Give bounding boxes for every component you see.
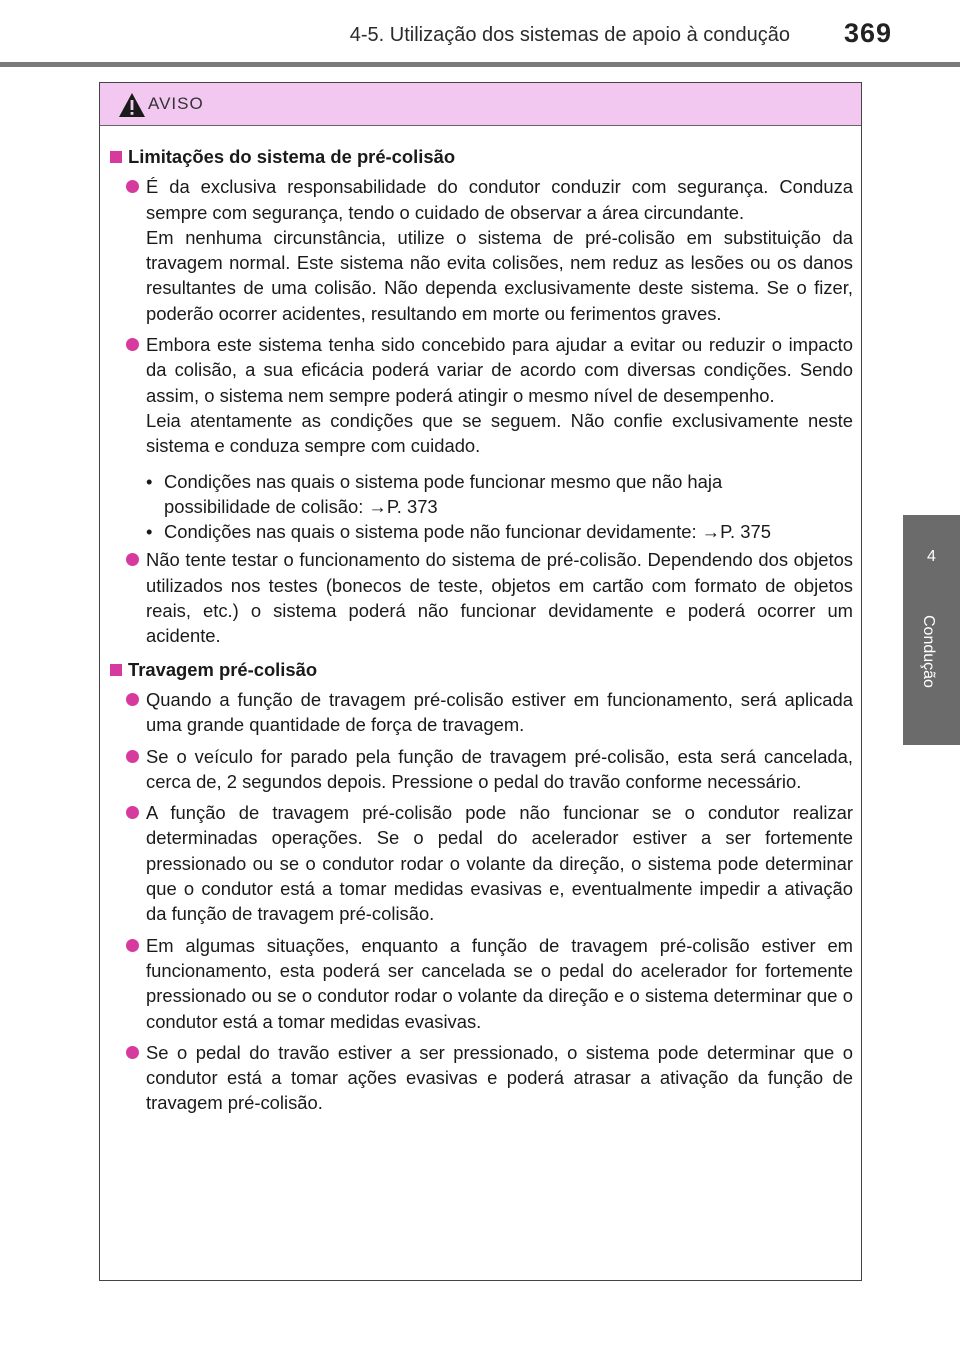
- round-bullet-icon: [126, 553, 139, 566]
- round-bullet-icon: [126, 338, 139, 351]
- item-paragraph: Leia atentamente as condições que se seguem. Não confie exclusivamente neste sistema e conduza sempre com cuidado.: [146, 409, 853, 457]
- dash-bullet-icon: •: [146, 521, 153, 543]
- warning-body: [100, 126, 861, 1116]
- round-bullet-icon: [126, 806, 139, 819]
- item-paragraph: Em nenhuma circunstância, utilize o sistema de pré-colisão em substituição da travagem normal. Este sistema não evita colisões, nem reduz as lesões ou os danos resultantes de uma colisão. Não dependa exclusivamente deste sistema. Se o fizer, poderão ocorrer acidentes, resultando em morte ou ferimentos graves.: [146, 226, 853, 324]
- list-item: [108, 174, 853, 326]
- page-header: [0, 0, 960, 70]
- square-bullet-icon: [110, 151, 122, 163]
- item-paragraph: É da exclusiva responsabilidade do condutor conduzir com segurança. Conduza sempre com segurança, tendo o cuidado de observar a área circundante.: [146, 176, 853, 223]
- warning-box: [99, 82, 862, 1281]
- dash-bullet-icon: •: [146, 470, 153, 492]
- header-rule: [0, 62, 960, 67]
- list-item: [108, 687, 853, 738]
- list-item: [108, 332, 853, 458]
- list-item: [108, 800, 853, 926]
- sub-item-text: Condições nas quais o sistema pode não funcionar devidamente: →P. 375: [164, 521, 771, 543]
- section-title: Limitações do sistema de pré-colisão: [108, 144, 853, 169]
- list-item: [108, 933, 853, 1034]
- item-paragraph: Se o veículo for parado pela função de travagem pré-colisão, esta será cancelada, cerca de, 2 segundos depois. Pressione o pedal do travão conforme necessário.: [146, 745, 853, 792]
- list-item: [108, 547, 853, 648]
- section-title: Travagem pré-colisão: [108, 657, 853, 682]
- warning-title: AVISO: [148, 94, 204, 113]
- item-paragraph: Em algumas situações, enquanto a função de travagem pré-colisão estiver em funcionamento, esta poderá ser cancelada se o pedal do acelerador for fortemente pressionado ou se o condutor rodar o volante da direção e o sistema determinar que o condutor está a tomar medidas evasivas.: [146, 934, 853, 1032]
- item-paragraph: Se o pedal do travão estiver a ser pressionado, o sistema pode determinar que o condutor está a tomar ações evasivas e poderá atrasar a ativação da função de travagem pré-colisão.: [146, 1041, 853, 1114]
- item-paragraph: Quando a função de travagem pré-colisão estiver em funcionamento, será aplicada uma grande quantidade de força de travagem.: [146, 688, 853, 736]
- item-paragraph: Embora este sistema tenha sido concebido para ajudar a evitar ou reduzir o impacto da colisão, a sua eficácia poderá variar de acordo com diversas condições. Sendo assim, o sistema nem sempre poderá atingir o mesmo nível de desempenho.: [146, 334, 853, 406]
- page-number: 369: [843, 18, 892, 48]
- round-bullet-icon: [126, 180, 139, 193]
- round-bullet-icon: [126, 1046, 139, 1059]
- item-paragraph: Não tente testar o funcionamento do sistema de pré-colisão. Dependendo dos objetos utilizados nos testes (bonecos de teste, objetos em cartão com formato de objetos reais, etc.) o sistema poderá não funcionar devidamente e poderá ocorrer um acidente.: [146, 549, 853, 647]
- header-title: 4-5. Utilização dos sistemas de apoio à condução: [349, 24, 790, 46]
- chapter-label: Condução: [920, 615, 937, 688]
- sub-list-item: [108, 519, 853, 544]
- chapter-number: 4: [927, 548, 936, 565]
- list-item: [108, 1040, 853, 1116]
- list-item: [108, 744, 853, 795]
- sub-item-text: Condições nas quais o sistema pode funcionar mesmo que não haja possibilidade de colisão: →P. 373: [164, 470, 723, 517]
- round-bullet-icon: [126, 939, 139, 952]
- chapter-tab[interactable]: [903, 515, 960, 745]
- round-bullet-icon: [126, 750, 139, 763]
- round-bullet-icon: [126, 693, 139, 706]
- warning-triangle-icon: [118, 92, 146, 118]
- sub-list-item: [108, 469, 853, 520]
- item-paragraph: A função de travagem pré-colisão pode não funcionar se o condutor realizar determinadas operações. Se o pedal do acelerador estiver a ser fortemente pressionado ou se o condutor rodar o volante da direção, o sistema pode determinar que o condutor está a tomar medidas evasivas e, eventualmente impedir a ativação da função de travagem pré-colisão.: [146, 802, 853, 925]
- warning-header: [100, 83, 861, 126]
- square-bullet-icon: [110, 664, 122, 676]
